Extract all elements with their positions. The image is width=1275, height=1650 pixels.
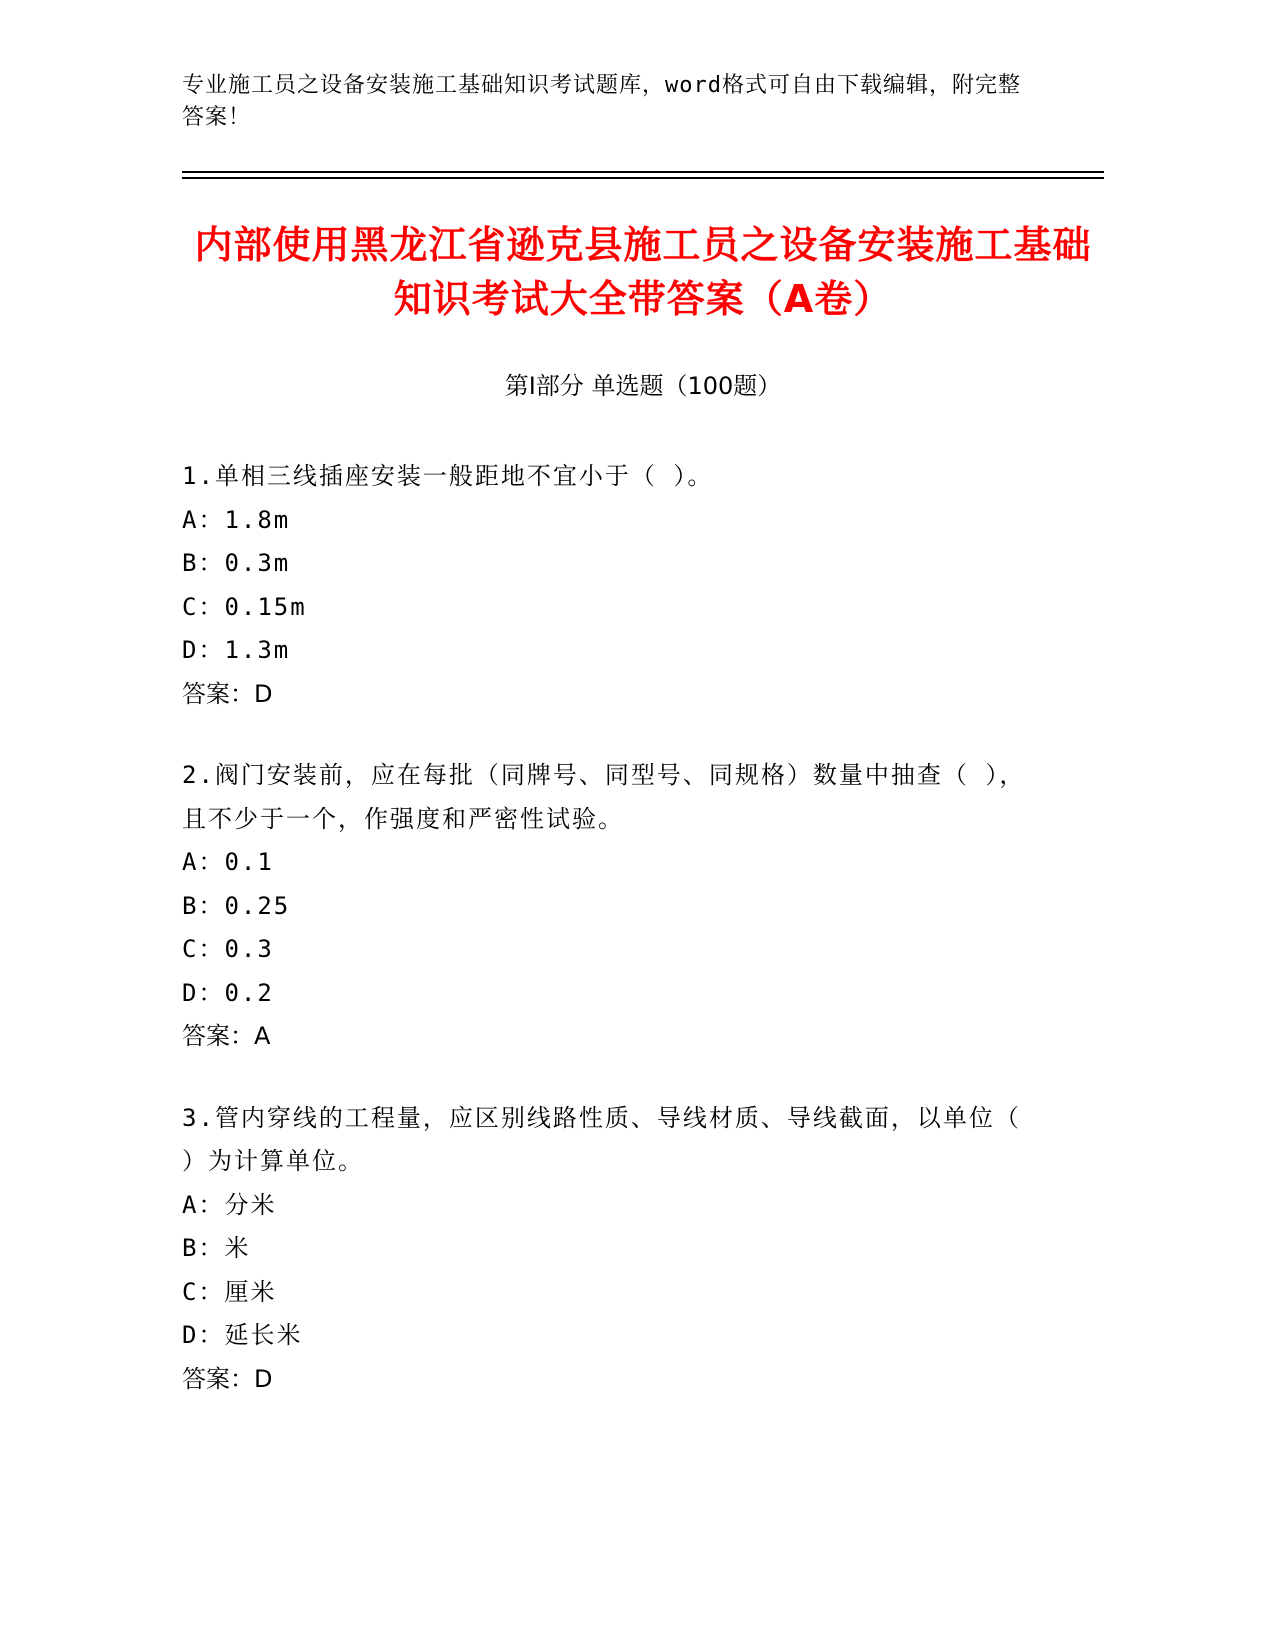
- answer: 答案：D: [182, 1364, 273, 1393]
- option-c: C：厘米: [182, 1277, 277, 1306]
- answer: 答案：A: [182, 1022, 271, 1050]
- option-b: B：0.3m: [182, 549, 291, 577]
- option-a: A：分米: [182, 1190, 277, 1219]
- option-d: D：1.3m: [182, 636, 291, 664]
- option-d: D：0.2: [182, 978, 274, 1007]
- option-c: C：0.3: [182, 935, 274, 963]
- option-b: B：0.25: [182, 891, 291, 920]
- option-c: C：0.15m: [182, 592, 307, 621]
- question-2: [182, 754, 1042, 1059]
- header-note: 专业施工员之设备安装施工基础知识考试题库，word格式可自由下载编辑，附完整答案！: [182, 73, 1021, 130]
- question-stem: 2.阀门安装前，应在每批（同牌号、同型号、同规格）数量中抽查（ ），且不少于一个，作强度和严密性试验。: [182, 761, 1026, 833]
- option-a: A：1.8m: [182, 505, 291, 534]
- header-rule-bottom: [182, 177, 1104, 179]
- question-1: [182, 455, 1042, 716]
- option-a: A：0.1: [182, 848, 274, 876]
- document-title: 内部使用黑龙江省逊克县施工员之设备安装施工基础知识考试大全带答案（A卷）: [194, 223, 1092, 321]
- question-list: [182, 455, 1042, 1439]
- option-d: D：延长米: [182, 1321, 303, 1349]
- section-heading: 第I部分 单选题（100题）: [504, 372, 782, 400]
- option-b: B：米: [182, 1234, 251, 1262]
- question-stem: 3.管内穿线的工程量，应区别线路性质、导线材质、导线截面，以单位（ ）为计算单位。: [182, 1103, 1021, 1175]
- question-3: [182, 1097, 1042, 1402]
- header-rule-top: [182, 171, 1104, 173]
- question-stem: 1.单相三线插座安装一般距地不宜小于（ ）。: [182, 462, 714, 490]
- answer: 答案：D: [182, 679, 273, 708]
